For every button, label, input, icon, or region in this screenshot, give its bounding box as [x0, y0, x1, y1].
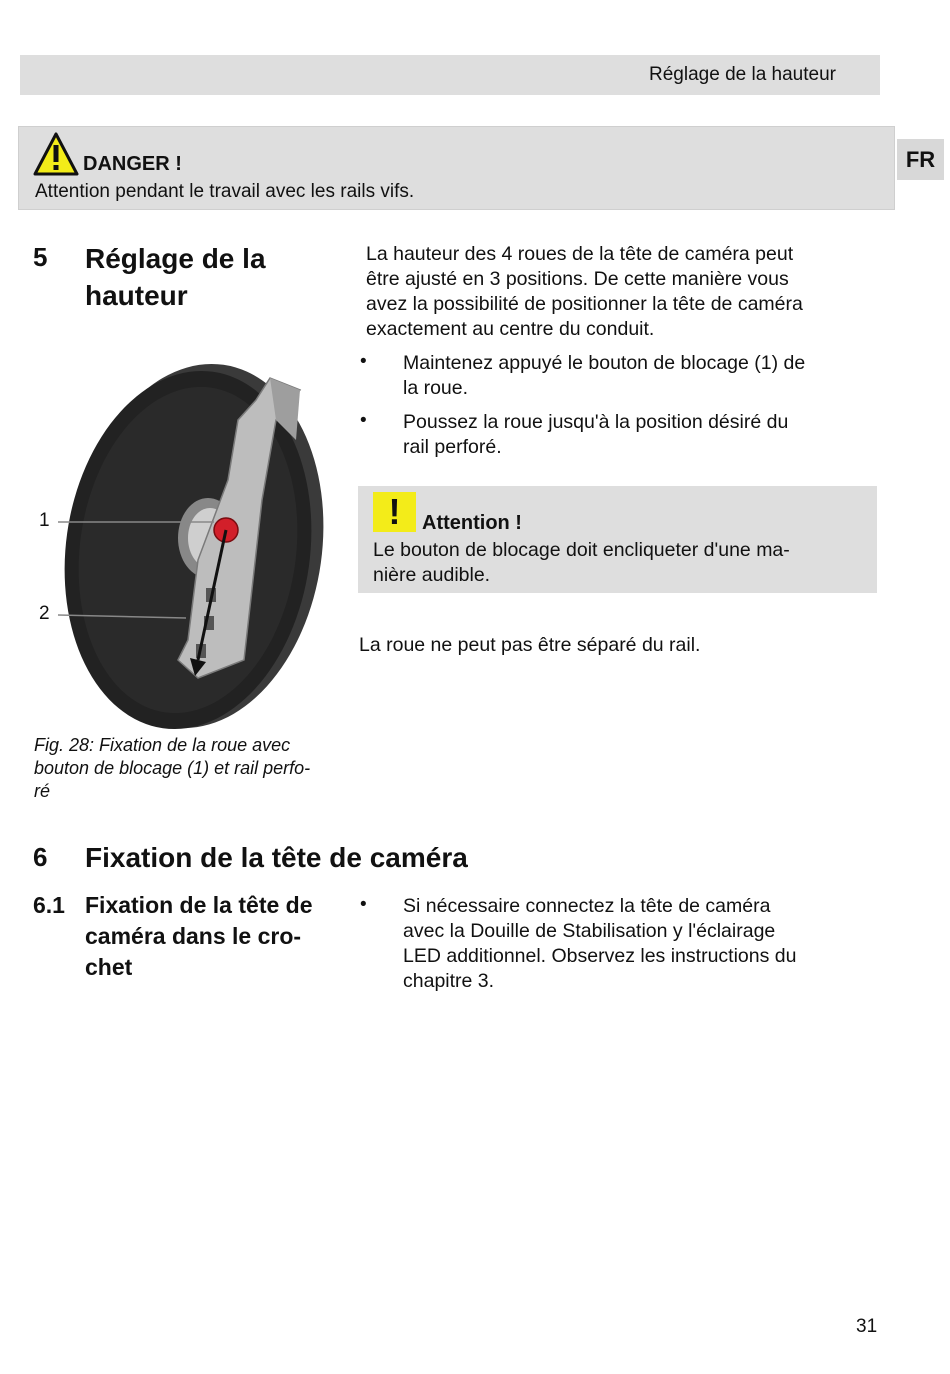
- subsection-6-1-title: [85, 890, 345, 983]
- callout-2: 2: [39, 603, 50, 624]
- intro-line: La hauteur des 4 roues de la tête de caméra peut: [366, 243, 794, 265]
- subsection-title-line: Fixation de la tête de: [85, 892, 313, 918]
- bullet-line: chapitre 3.: [403, 970, 495, 992]
- wheel-figure-illustration: [38, 360, 338, 732]
- exclamation-icon: !: [373, 492, 416, 532]
- intro-line: exactement au centre du conduit.: [366, 318, 655, 340]
- attention-title: Attention !: [422, 512, 522, 534]
- attention-notice: [358, 486, 877, 593]
- caption-line: bouton de blocage (1) et rail perfo-: [34, 758, 311, 778]
- bullet-icon: •: [360, 894, 367, 915]
- section-5-title-line2: hauteur: [85, 280, 188, 311]
- bullet-line: rail perforé.: [403, 436, 502, 458]
- intro-line: avez la possibilité de positionner la tête de caméra: [366, 293, 803, 315]
- caption-line: ré: [34, 781, 51, 801]
- bullet-line: LED additionnel. Observez les instructions du: [403, 945, 797, 967]
- caption-line: Fig. 28: Fixation de la roue avec: [34, 735, 291, 755]
- bullet-item: [403, 351, 873, 401]
- bullet-line: la roue.: [403, 377, 469, 399]
- attention-text: [373, 538, 853, 588]
- bullet-line: Si nécessaire connectez la tête de caméra: [403, 895, 771, 917]
- danger-notice: [18, 126, 895, 210]
- subsection-title-line: caméra dans le cro-: [85, 923, 302, 949]
- language-tab: FR: [897, 139, 944, 180]
- running-header: [20, 55, 880, 95]
- section-5-title-line1: Réglage de la: [85, 243, 266, 274]
- bullet-icon: •: [360, 410, 367, 431]
- section-6-title: Fixation de la tête de caméra: [85, 842, 468, 873]
- danger-title: DANGER !: [83, 153, 182, 175]
- subsection-6-1-number: 6.1: [33, 892, 65, 918]
- danger-text: Attention pendant le travail avec les rails vifs.: [35, 181, 415, 202]
- figure-caption: [34, 734, 334, 803]
- callout-1: 1: [39, 510, 50, 531]
- section-5-note: La roue ne peut pas être séparé du rail.: [359, 634, 701, 656]
- bullet-item: [403, 410, 873, 460]
- warning-triangle-icon: [33, 132, 79, 176]
- bullet-line: Maintenez appuyé le bouton de blocage (1) de: [403, 352, 806, 374]
- intro-line: être ajusté en 3 positions. De cette manière vous: [366, 268, 789, 290]
- subsection-title-line: chet: [85, 954, 133, 980]
- attention-line: Le bouton de blocage doit encliqueter d'une ma-: [373, 539, 790, 561]
- page-number: 31: [856, 1316, 878, 1337]
- bullet-icon: •: [360, 351, 367, 372]
- section-5-number: 5: [33, 242, 48, 272]
- bullet-line: avec la Douille de Stabilisation y l'éclairage: [403, 920, 776, 942]
- bullet-item: [403, 894, 873, 994]
- attention-line: nière audible.: [373, 564, 491, 586]
- bullet-line: Poussez la roue jusqu'à la position désiré du: [403, 411, 789, 433]
- section-5-intro: [366, 242, 866, 342]
- section-6-number: 6: [33, 842, 48, 872]
- running-header-title: Réglage de la hauteur: [649, 64, 836, 85]
